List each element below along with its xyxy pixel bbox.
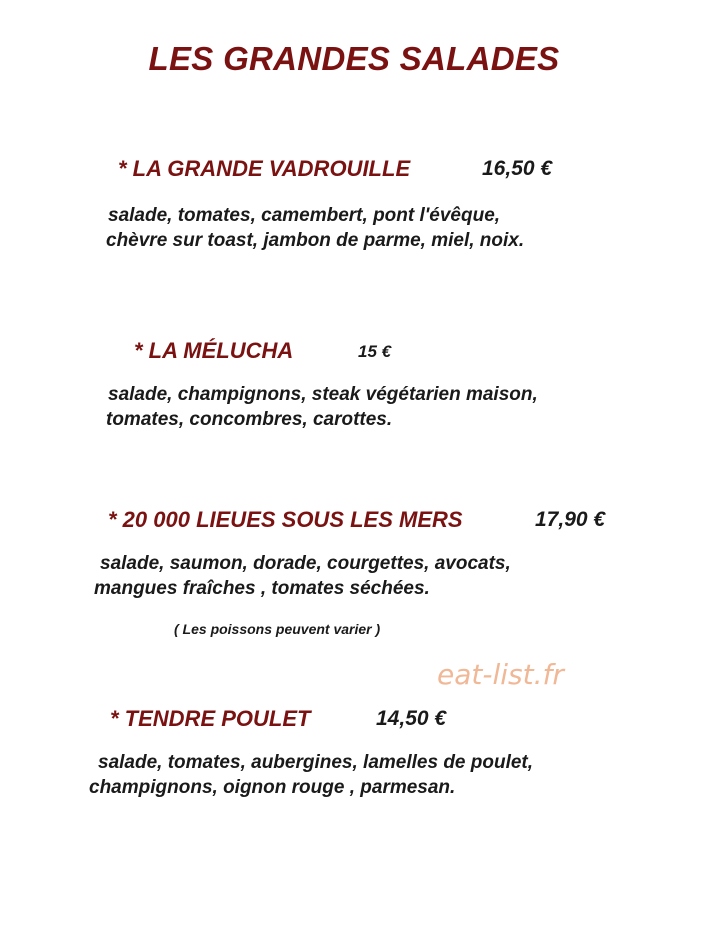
- dish-description-line: mangues fraîches , tomates séchées.: [94, 578, 430, 599]
- watermark-logo: eat-list.fr: [437, 658, 564, 691]
- dish-description: [108, 203, 524, 253]
- page-title: LES GRANDES SALADES: [148, 40, 560, 77]
- dish-description-line: salade, tomates, camembert, pont l'évêque,: [108, 205, 501, 226]
- dish-description: [94, 551, 511, 601]
- dish-price: 16,50 €: [482, 157, 553, 180]
- dish-name: * TENDRE POULET: [110, 706, 311, 731]
- dish-price: 17,90 €: [535, 508, 606, 531]
- dish-description-line: salade, champignons, steak végétarien maison,: [108, 384, 538, 405]
- dish-description-line: tomates, concombres, carottes.: [106, 409, 393, 430]
- dish-price: 14,50 €: [376, 707, 447, 730]
- dish-description: [108, 382, 538, 432]
- dish-description-line: salade, tomates, aubergines, lamelles de poulet,: [98, 752, 534, 773]
- dish-description: [89, 750, 534, 800]
- dish-price: 15 €: [358, 342, 392, 361]
- dish-description-line: chèvre sur toast, jambon de parme, miel, noix.: [106, 230, 525, 251]
- dish-description-line: salade, saumon, dorade, courgettes, avocats,: [100, 553, 511, 574]
- dish-name: * LA GRANDE VADROUILLE: [118, 156, 411, 181]
- dish-note: ( Les poissons peuvent varier ): [174, 621, 381, 637]
- dish-name: * 20 000 LIEUES SOUS LES MERS: [108, 507, 463, 532]
- dish-name: * LA MÉLUCHA: [134, 338, 294, 363]
- dish-description-line: champignons, oignon rouge , parmesan.: [89, 777, 456, 798]
